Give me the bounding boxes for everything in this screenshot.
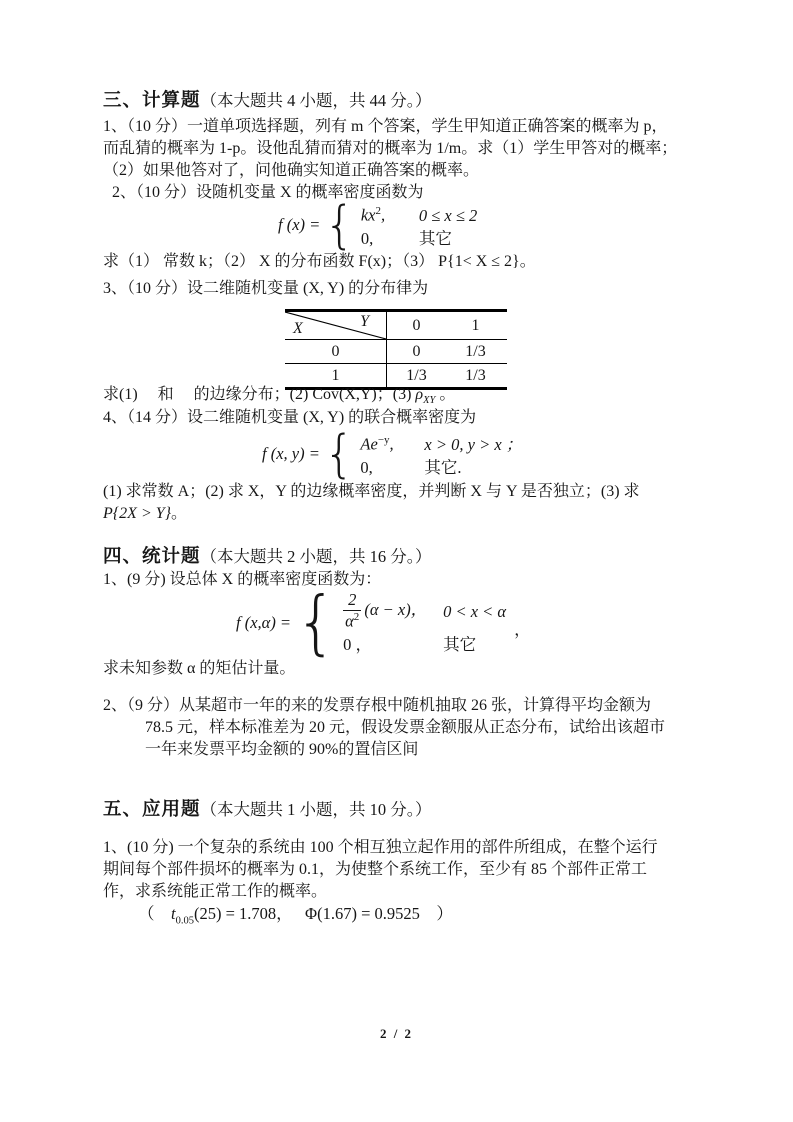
- calc-q2-ask: 求（1） 常数 k；（2） X 的分布函数 F(x)；（3） P{1< X ≤ 2}。: [103, 253, 536, 270]
- case-condition: 其它.: [424, 457, 462, 477]
- calc-q1: [103, 116, 695, 182]
- probability-expression: P{2X > Y}: [103, 505, 172, 522]
- case-row: [343, 591, 506, 631]
- calc-q4-ask1: (1) 求常数 A；(2) 求 X，Y 的边缘概率密度，并判断 X 与 Y 是否独立；(3) 求: [103, 483, 640, 500]
- row-label: 0: [285, 340, 387, 363]
- ask-text: 求(1) 和 的边缘分布；(2) Cov(X,Y)；(3): [103, 386, 416, 403]
- calc-q1-line2: 而乱猜的概率为 1-p。设他乱猜而猜对的概率为 1/m。求（1）学生甲答对的概率；: [103, 140, 678, 157]
- stat-q1-ask: 求未知参数 α 的矩估计量。: [103, 660, 296, 677]
- case-row: [360, 430, 522, 455]
- t-value: (25) = 1.708，: [193, 904, 306, 923]
- period: 。: [171, 505, 188, 522]
- case-value: $\frac{2}{\alpha^2}$ (α − x)，: [343, 591, 443, 631]
- col-header: 1: [471, 316, 480, 334]
- section-calc-heading: [103, 90, 695, 113]
- stat-q2-line1: 2、（9 分）从某超市一年的来的发票存根中随机抽取 26 张，计算得平均金额为: [103, 697, 652, 714]
- corner-label-x: X: [293, 320, 303, 337]
- app-q1: [103, 837, 695, 932]
- table-cell: 1/3: [465, 366, 486, 384]
- app-q1-line3: 作，求系统能正常工作的概率。: [103, 883, 328, 900]
- curly-brace-icon: {: [323, 424, 355, 484]
- case-row: [361, 229, 477, 249]
- stat-q2-line3: 一年来发票平均金额的 90%的置信区间: [145, 741, 419, 758]
- case-condition: 0 ≤ x ≤ 2: [418, 205, 478, 225]
- hint-open-paren: （: [138, 904, 171, 923]
- app-q1-hint: [103, 903, 695, 932]
- case-row: [361, 201, 477, 226]
- formula-lhs: f (x) =: [278, 215, 321, 234]
- section-calc-note: （本大题共 4 小题，共 44 分。）: [200, 91, 432, 110]
- table-cell: 0: [412, 342, 421, 360]
- case-row: [360, 458, 522, 478]
- table-corner-cell: [285, 312, 387, 339]
- t-statistic: t: [171, 904, 176, 923]
- joint-distribution-table: [285, 309, 507, 390]
- section-calc-title: 三、计算题: [103, 91, 201, 111]
- table-cell: 1/3: [406, 366, 427, 384]
- section-stat-heading: [103, 546, 695, 569]
- case-value: 0,: [360, 457, 373, 477]
- case-condition: 0 < x < α: [443, 601, 507, 621]
- phi-value: Φ(1.67) = 0.9525: [305, 904, 420, 923]
- section-app-note: （本大题共 1 小题，共 10 分。）: [200, 800, 432, 819]
- section-stat-note: （本大题共 2 小题，共 16 分。）: [200, 547, 432, 566]
- formula-cases: [361, 201, 477, 249]
- formula-cases: [360, 430, 522, 478]
- formula-lhs: f (x,α) =: [236, 613, 292, 632]
- section-stat-title: 四、统计题: [103, 547, 201, 567]
- curly-brace-icon: {: [295, 582, 338, 663]
- case-value: $kx^2$,: [360, 205, 386, 225]
- calc-q2-formula: [278, 195, 478, 255]
- stat-q1-formula: [236, 582, 531, 663]
- fraction: $\frac{2}{\alpha^2}$: [343, 591, 361, 631]
- calc-q3-intro: 3、（10 分）设二维随机变量 (X, Y) 的分布律为: [103, 280, 429, 297]
- calc-q4-ask2: [103, 503, 695, 525]
- t-subscript: 0.05: [175, 915, 194, 927]
- case-condition: 其它: [418, 228, 452, 248]
- app-q1-line1: 1、(10 分) 一个复杂的系统由 100 个相互独立起作用的部件所组成，在整个运行: [103, 839, 658, 856]
- rho-subscript: XY: [423, 395, 436, 407]
- case-value: $Ae^{-y}$,: [360, 434, 394, 454]
- rho-symbol: ρ: [415, 386, 424, 403]
- case-condition: x > 0, y > x ；: [424, 434, 523, 454]
- table-cell: 1/3: [465, 342, 486, 360]
- table-row: [285, 340, 507, 364]
- formula-cases: [343, 591, 506, 654]
- app-q1-line2: 期间每个部件损坏的概率为 0.1，为使整个系统工作，至少有 85 个部件正常工: [103, 861, 648, 878]
- ask-end: 。: [435, 386, 456, 403]
- formula-lhs: f (x, y) =: [262, 444, 320, 463]
- corner-label-y: Y: [360, 313, 369, 330]
- calc-q2-intro: 2、（10 分）设随机变量 X 的概率密度函数为: [112, 184, 424, 201]
- stat-q2: [103, 695, 695, 761]
- calc-q4-formula: [262, 424, 523, 484]
- calc-q4-intro: 4、（14 分）设二维随机变量 (X, Y) 的联合概率密度为: [103, 409, 477, 426]
- case-value: 0 ，: [343, 634, 372, 654]
- trailing-comma: ，: [514, 620, 531, 639]
- calc-q1-line1: 1、（10 分）一道单项选择题，列有 m 个答案，学生甲知道正确答案的概率为 p，: [103, 118, 668, 135]
- col-header: 0: [412, 316, 421, 334]
- stat-q1-intro: 1、(9 分) 设总体 X 的概率密度函数为：: [103, 571, 382, 588]
- row-label: 1: [285, 364, 387, 387]
- curly-brace-icon: {: [324, 195, 355, 255]
- case-condition: 其它: [443, 634, 477, 654]
- case-row: [343, 635, 506, 655]
- hint-close-paren: ）: [419, 904, 453, 923]
- calc-q1-line3: （2）如果他答对了，问他确实知道正确答案的概率。: [103, 162, 480, 179]
- section-app-title: 五、应用题: [103, 800, 201, 820]
- page-number: 2 / 2: [379, 1026, 414, 1041]
- case-value: 0,: [360, 228, 374, 248]
- stat-q2-line2: 78.5 元，样本标准差为 20 元，假设发票金额服从正态分布，试给出该超市: [145, 719, 666, 736]
- table-header-row: [285, 312, 507, 340]
- section-app-heading: [103, 799, 695, 822]
